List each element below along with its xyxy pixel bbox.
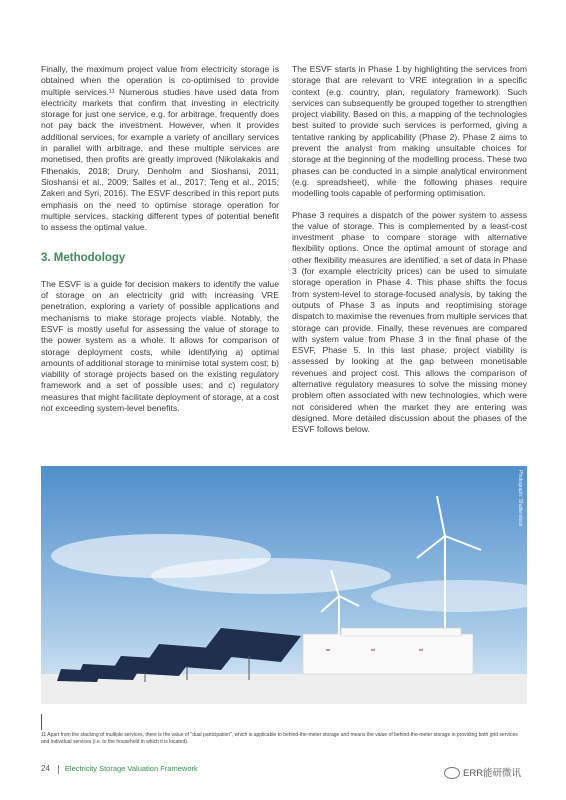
footnote-rule (41, 714, 42, 730)
watermark (444, 765, 521, 779)
footer-title: Electricity Storage Valuation Framework (64, 764, 198, 773)
watermark-text: ERR能研微讯 (463, 768, 522, 779)
right-column (292, 64, 527, 446)
left-column (41, 64, 279, 424)
page-footer (41, 764, 198, 774)
phase3-paragraph: Phase 3 requires a dispatch of the power system to assess the value of storage. This is complemented by a least-cost investment phase to compare storage with alternative flexibility options. Once the optimal amount of storage and other flexibility measures are identified, a set of data in Phase 3 (for example electricity prices) can be used to simulate storage operation in Phase 4. This phase shifts the focus from system-level to storage-focused analysis, by taking the outputs of Phase 3 as inputs and reoptimising storage dispatch to maximise the revenues from multiple services that storage can provide. Finally, these revenues are compared with system value from Phase 3 in the final phase of the ESVF, Phase 5. In this last phase, project viability is assessed by looking at the gap between monetisable revenues and project cost. This allows the comparison of alternative regulatory measures to solve the missing money problem often associated with new technologies, which were not considered when the market they are entering was designed. More detailed discussion about the phases of the ESVF follows below. (292, 209, 527, 435)
methodology-paragraph: The ESVF is a guide for decision makers to identify the value of storage on an electricity grid with increasing VRE penetration, exploring a variety of possible applications and mechanisms to make storage projects viable. Notably, the ESVF is mostly useful for assessing the value of storage to the power system as a whole. It allows for comparison of storage deployment costs, while identifying a) optimal amounts of additional storage to minimise total system cost; b) viability of storage projects based on the existing regulatory framework and a set of possible uses; and c) regulatory measures that might facilitate deployment of storage, at a cost not exceeding system-level benefits. (41, 278, 279, 414)
footer-divider (58, 765, 59, 774)
phase1-paragraph: The ESVF starts in Phase 1 by highlighting the services from storage that are relevant to VRE integration in a specific context (e.g. country, plan, regulatory framework). Such services can subsequently be grouped together to strengthen project viability. Based on this, a mapping of the technologies best suited to provide such services is performed, giving a tentative ranking by applicability (Phase 2). Phase 2 aims to prevent the analyst from making unsuitable choices for storage at the beginning of the modelling process. These two phases can be conducted in a simple analytical environment (e.g. spreadsheet), while the following phases require modelling tools capable of performing optimisation. (292, 64, 527, 199)
section-heading: 3. Methodology (41, 252, 126, 265)
storage-photo (41, 466, 527, 704)
wechat-icon (444, 767, 460, 779)
intro-paragraph: Finally, the maximum project value from electricity storage is obtained when the operation is co-optimised to provide multiple services.¹¹ Numerous studies have used data from electricity markets that confirm that investing in electricity storage for just one service, e.g. for arbitrage, frequently does not pay back the investment. However, when it provides additional services, for example a variety of ancillary services in parallel with arbitrage, and these multiple services are monetised, then profits are greatly improved (Nikolakakis and Fthenakis, 2018; Drury, Denholm and Sioshansi, 2011; Sioshansi et al., 2009; Salles et al., 2017; Teng et al., 2015; Zakeri and Syri, 2016). The ESVF described in this report puts emphasis on the need to optimise storage operation for multiple services, stacking different types of potential benefit to assess the optimal value. (41, 64, 279, 233)
photo-credit: Photograph: Shutterstock (517, 470, 523, 527)
footnote: 11 Apart from the stacking of multiple services, there is the value of "dual participation", which is applicable to behind-the-meter storage and means the value of behind-the-meter storage in providing both grid services and individual services (i.e. to the household in which it is located). (41, 732, 518, 745)
page-number: 24 (41, 764, 50, 773)
